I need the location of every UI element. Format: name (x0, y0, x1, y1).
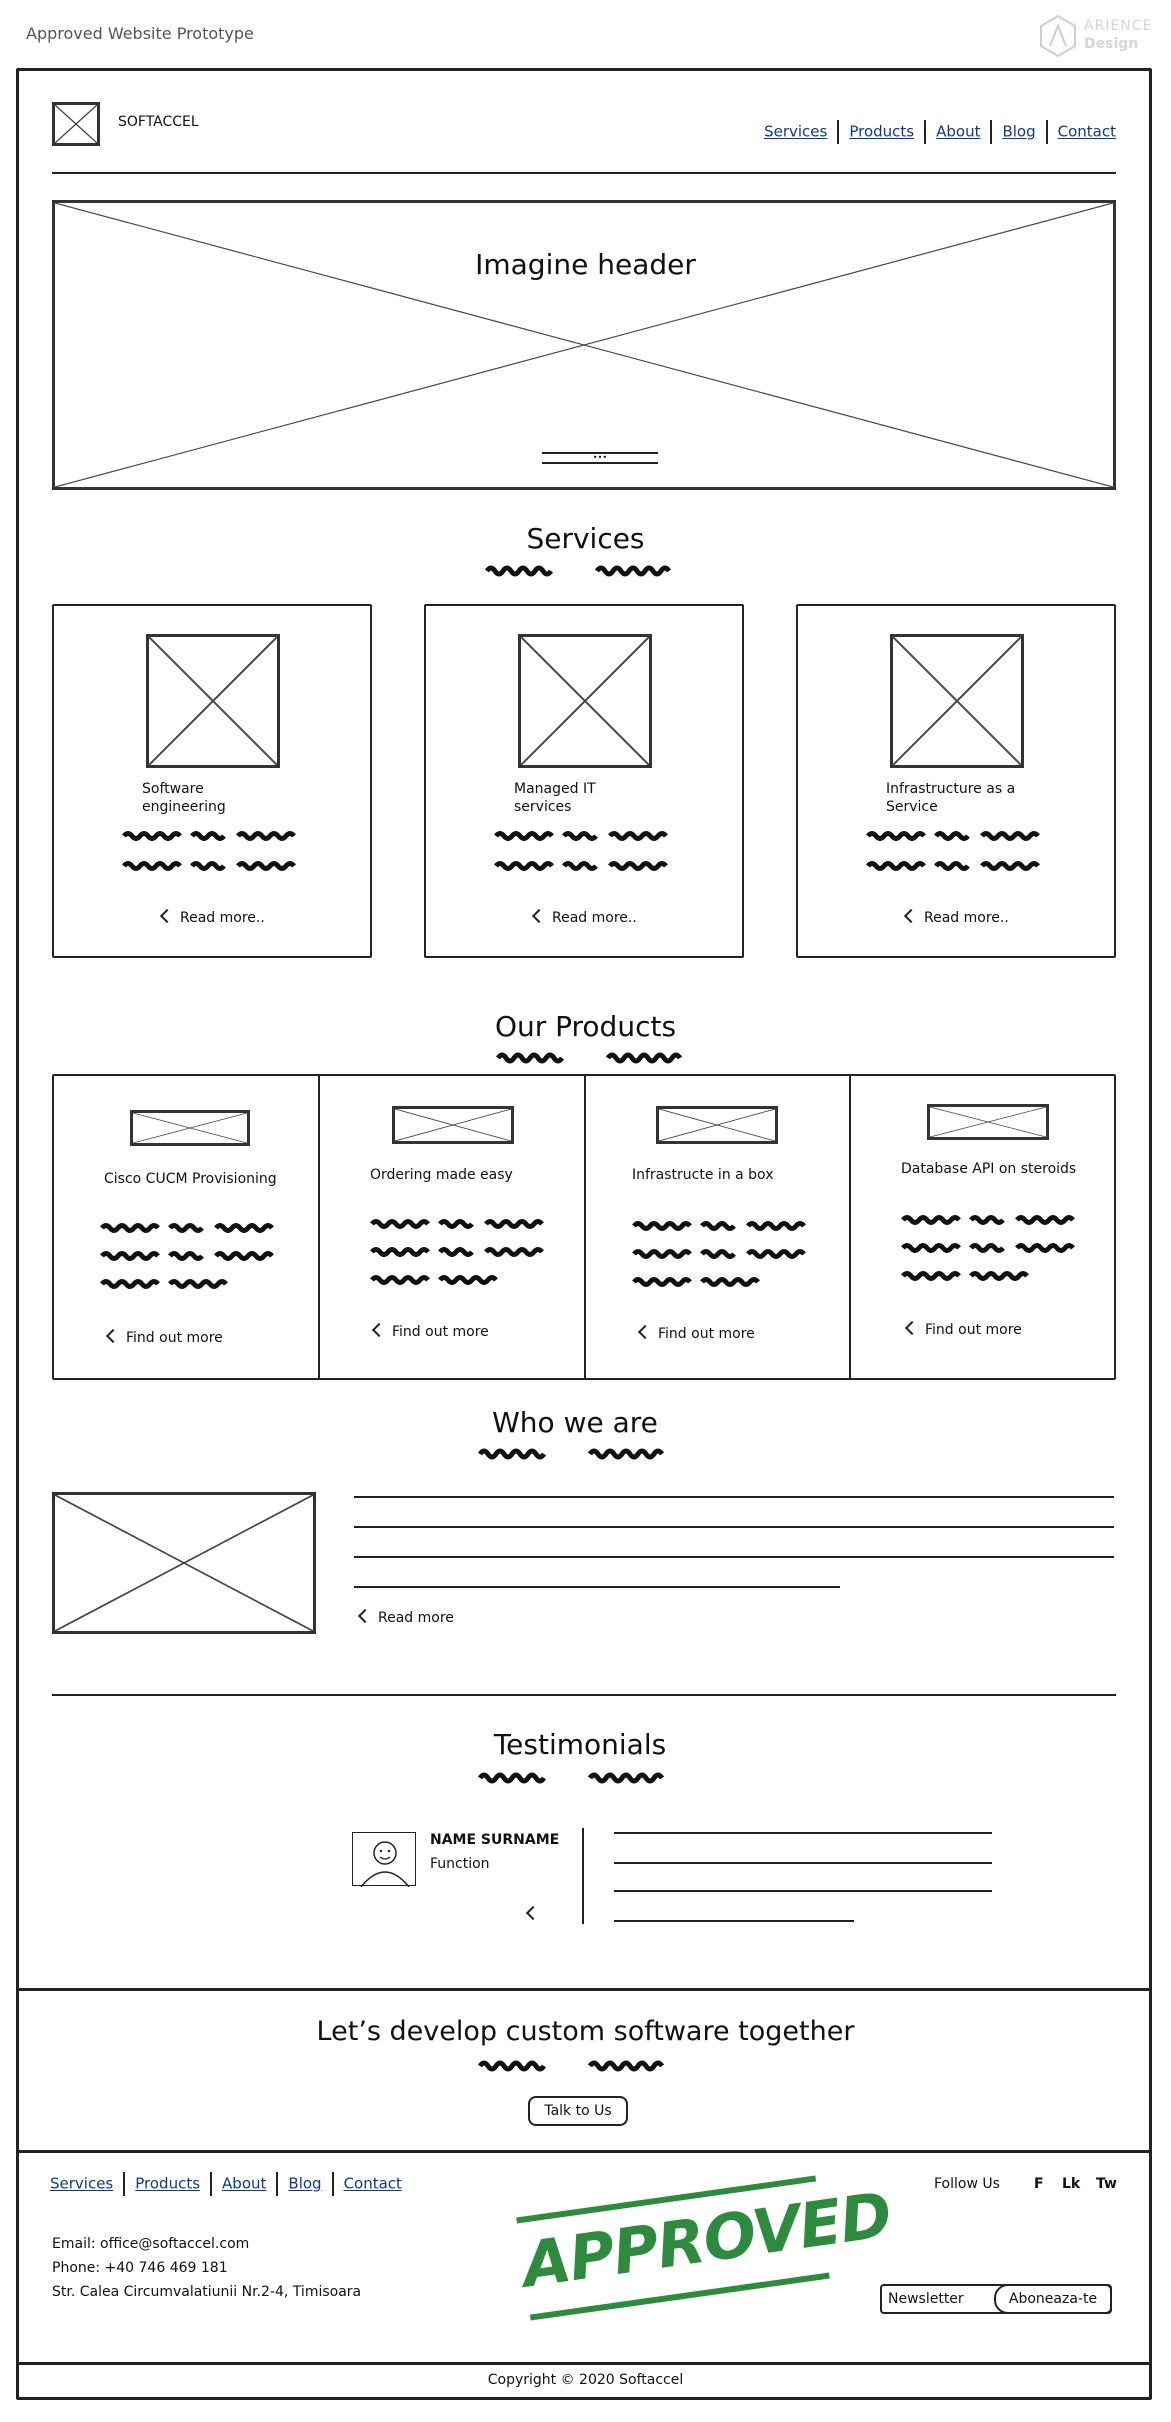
follow-us-label: Follow Us (934, 2176, 1000, 2192)
services-title: Services (526, 522, 645, 555)
service-image (146, 634, 280, 768)
find-out-more-label: Find out more (925, 1322, 1022, 1338)
testimonials-subtitle-scribble (478, 1770, 678, 1786)
testimonials-title: Testimonials (493, 1728, 667, 1761)
product-name: Infrastructe in a box (632, 1167, 774, 1183)
cta-title: Let’s develop custom software together (316, 2016, 855, 2047)
social-linkedin[interactable]: Lk (1062, 2176, 1081, 2192)
main-nav (764, 120, 1116, 144)
who-title: Who we are (492, 1406, 658, 1439)
read-more-label: Read more (378, 1610, 454, 1626)
talk-to-us-label: Talk to Us (544, 2103, 612, 2119)
chevron-left-icon (905, 1321, 919, 1335)
find-out-more-link[interactable] (108, 1330, 223, 1346)
footer-top-border (16, 2150, 1152, 2153)
find-out-more-link[interactable] (907, 1322, 1022, 1338)
chevron-left-icon (532, 909, 546, 923)
text-line (614, 1862, 992, 1864)
logo-image[interactable] (52, 102, 100, 146)
cta-subtitle-scribble (478, 2058, 678, 2074)
testimonial-prev-button[interactable] (528, 1904, 544, 1920)
product-image (392, 1106, 514, 1144)
chevron-left-icon (526, 1906, 540, 1920)
text-scribble (632, 1218, 812, 1232)
find-out-more-link[interactable] (640, 1326, 755, 1342)
brand-sub: Design (1084, 36, 1139, 52)
nav-products[interactable]: Products (849, 122, 915, 141)
text-scribble (901, 1212, 1081, 1226)
contact-phone: Phone: +40 746 469 181 (52, 2260, 228, 2276)
product-image (927, 1104, 1049, 1140)
products-subtitle-scribble (496, 1050, 696, 1066)
nav-separator (123, 2172, 125, 2196)
approved-stamp-text: APPROVED (517, 2177, 896, 2302)
text-scribble (122, 858, 302, 872)
subscribe-label: Aboneaza-te (1008, 2291, 1098, 2307)
hero-pager-dots: ••• (592, 453, 608, 462)
text-line (354, 1586, 840, 1588)
product-card[interactable] (52, 1074, 318, 1380)
service-card[interactable] (796, 604, 1116, 958)
service-name-line: Software (142, 781, 204, 797)
product-image (130, 1110, 250, 1146)
hero-title: Imagine header (475, 248, 696, 281)
hero-banner (52, 200, 1116, 490)
product-card[interactable] (584, 1074, 849, 1380)
text-scribble (866, 828, 1046, 842)
newsletter-placeholder: Newsletter (888, 2291, 964, 2307)
brand-name: ARIENCE (1084, 18, 1153, 34)
footer-nav-about[interactable]: About (222, 2174, 267, 2193)
nav-about[interactable]: About (936, 122, 981, 141)
text-scribble (370, 1272, 500, 1286)
service-name-line: engineering (142, 799, 226, 815)
find-out-more-label: Find out more (658, 1326, 755, 1342)
service-card[interactable] (52, 604, 372, 958)
text-line (354, 1556, 1114, 1558)
nav-separator (276, 2172, 278, 2196)
find-out-more-link[interactable] (374, 1324, 489, 1340)
testimonial-name: NAME SURNAME (430, 1832, 560, 1848)
service-name-line: Infrastructure as a (886, 781, 1016, 797)
text-scribble (370, 1216, 550, 1230)
nav-separator (990, 120, 992, 144)
footer-nav-blog[interactable]: Blog (288, 2174, 322, 2193)
footer-nav-services[interactable]: Services (50, 2174, 114, 2193)
text-scribble (901, 1268, 1031, 1282)
brand-mark-icon (1038, 14, 1078, 58)
text-scribble (122, 828, 302, 842)
talk-to-us-button[interactable] (528, 2096, 628, 2126)
copyright-divider (16, 2362, 1152, 2365)
contact-email: Email: office@softaccel.com (52, 2236, 250, 2252)
service-name (142, 780, 226, 816)
text-scribble (494, 858, 674, 872)
read-more-label: Read more.. (180, 910, 265, 926)
services-subtitle-scribble (485, 563, 685, 579)
copyright: Copyright © 2020 Softaccel (487, 2372, 684, 2388)
prototype-title: Approved Website Prototype (26, 24, 254, 43)
who-read-more-link[interactable] (360, 1610, 454, 1626)
text-line (614, 1890, 992, 1892)
product-name: Ordering made easy (370, 1167, 513, 1183)
product-name: Cisco CUCM Provisioning (104, 1171, 277, 1187)
brand-logo (1038, 14, 1158, 58)
testimonial-divider (582, 1828, 584, 1924)
text-scribble (632, 1246, 812, 1260)
service-name (514, 780, 596, 816)
service-name-line: Managed IT (514, 781, 596, 797)
header-divider (52, 172, 1116, 174)
products-title: Our Products (494, 1010, 677, 1043)
cta-top-border (16, 1988, 1152, 1991)
section-divider (52, 1694, 1116, 1696)
user-icon (353, 1833, 417, 1887)
service-card[interactable] (424, 604, 744, 958)
find-out-more-label: Find out more (126, 1330, 223, 1346)
text-scribble (100, 1220, 280, 1234)
chevron-left-icon (160, 909, 174, 923)
text-scribble (100, 1248, 280, 1262)
nav-services[interactable]: Services (764, 122, 828, 141)
text-line (614, 1832, 992, 1834)
find-out-more-label: Find out more (392, 1324, 489, 1340)
text-scribble (370, 1244, 550, 1258)
chevron-left-icon (106, 1329, 120, 1343)
read-more-label: Read more.. (552, 910, 637, 926)
service-image (890, 634, 1024, 768)
nav-separator (210, 2172, 212, 2196)
nav-blog[interactable]: Blog (1002, 122, 1036, 141)
social-twitter[interactable]: Tw (1096, 2176, 1117, 2192)
product-card[interactable] (318, 1074, 584, 1380)
contact-address: Str. Calea Circumvalatiunii Nr.2-4, Timisoara (52, 2284, 362, 2300)
service-name-line: Service (886, 799, 938, 815)
footer-nav (50, 2172, 402, 2196)
service-image (518, 634, 652, 768)
read-more-link[interactable] (906, 910, 1009, 926)
testimonial-function: Function (430, 1856, 490, 1872)
chevron-left-icon (904, 909, 918, 923)
product-card[interactable] (849, 1074, 1116, 1380)
product-image (656, 1106, 778, 1144)
footer-nav-contact[interactable]: Contact (343, 2174, 402, 2193)
nav-contact[interactable]: Contact (1057, 122, 1116, 141)
chevron-left-icon (358, 1609, 372, 1623)
text-scribble (632, 1274, 762, 1288)
who-image (52, 1492, 316, 1634)
text-line (614, 1920, 854, 1922)
logo-text: SOFTACCEL (118, 114, 199, 130)
product-name: Database API on steroids (901, 1161, 1077, 1177)
chevron-left-icon (372, 1323, 386, 1337)
hero-pager[interactable] (542, 452, 658, 464)
social-facebook[interactable]: F (1034, 2176, 1044, 2192)
text-scribble (866, 858, 1046, 872)
text-scribble (494, 828, 674, 842)
nav-separator (1046, 120, 1048, 144)
service-name (886, 780, 1015, 816)
nav-separator (837, 120, 839, 144)
avatar (352, 1832, 416, 1886)
chevron-left-icon (638, 1325, 652, 1339)
read-more-link[interactable] (534, 910, 637, 926)
read-more-label: Read more.. (924, 910, 1009, 926)
who-subtitle-scribble (478, 1446, 678, 1462)
read-more-link[interactable] (162, 910, 265, 926)
nav-separator (924, 120, 926, 144)
text-line (354, 1526, 1114, 1528)
text-line (354, 1496, 1114, 1498)
text-scribble (100, 1276, 230, 1290)
nav-separator (332, 2172, 334, 2196)
text-scribble (901, 1240, 1081, 1254)
service-name-line: services (514, 799, 572, 815)
subscribe-button[interactable] (994, 2284, 1112, 2314)
footer-nav-products[interactable]: Products (135, 2174, 201, 2193)
